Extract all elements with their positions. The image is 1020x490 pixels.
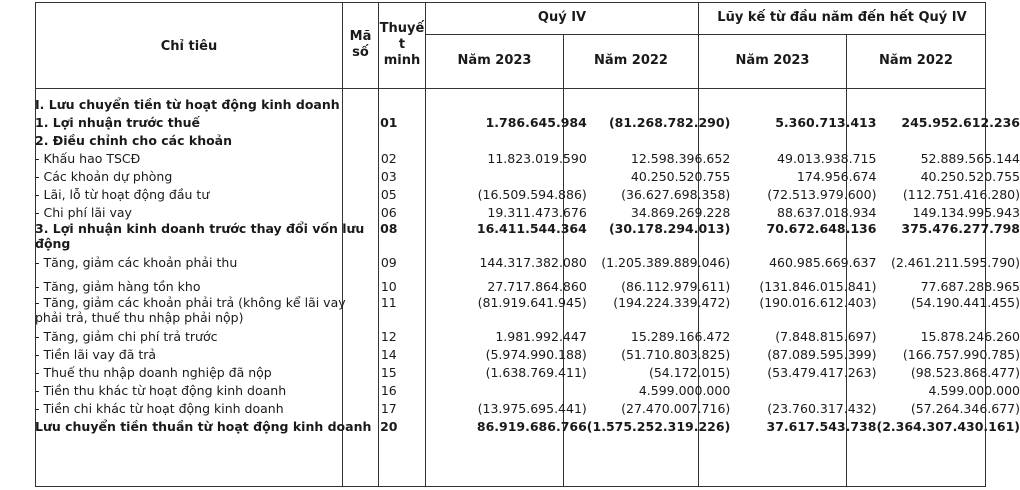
row-ytd-2022: (2.461.211.595.790) (890, 255, 1020, 270)
row-code: 05 (380, 187, 397, 202)
row-ytd-2022: (57.264.346.677) (910, 401, 1020, 416)
row-note (406, 95, 450, 113)
row-code: 01 (380, 115, 398, 130)
row-code (371, 131, 406, 149)
row-q4-2023: 11.823.019.590 (487, 151, 587, 166)
row-ytd-2022: 52.889.565.144 (920, 151, 1020, 166)
row-ytd-2023: (53.479.417.263) (767, 365, 877, 380)
row-q4-2023 (450, 95, 586, 113)
row-note (406, 399, 450, 417)
row-q4-2022: (1.205.389.889.046) (601, 255, 731, 270)
row-ytd-2023: (131.846.015.841) (759, 279, 877, 294)
row-ytd-2023: (190.016.612.403) (759, 295, 877, 310)
table-row (35, 399, 1020, 417)
row-ytd-2023: 37.617.543.738 (766, 419, 877, 434)
row-ytd-2022: 149.134.995.943 (912, 205, 1020, 220)
row-code: 08 (380, 221, 398, 236)
row-label: - Chi phí lãi vay (35, 205, 132, 220)
row-note (406, 271, 450, 295)
row-note (406, 253, 450, 271)
row-label: - Tiền lãi vay đã trả (35, 347, 157, 362)
row-q4-2023 (450, 131, 586, 149)
row-code: 12 (380, 329, 397, 344)
row-q4-2023 (450, 381, 586, 399)
row-code: 03 (380, 169, 397, 184)
table-row (35, 295, 1020, 327)
row-ytd-2023: (72.513.979.600) (767, 187, 877, 202)
row-code: 10 (380, 279, 397, 294)
row-q4-2022: (36.627.698.358) (621, 187, 731, 202)
row-label: - Tăng, giảm chi phí trả trước (35, 329, 218, 344)
row-code: 14 (380, 347, 397, 362)
row-label: - Tăng, giảm hàng tồn kho (35, 279, 201, 294)
header-ma-so: Mã số (349, 29, 372, 60)
row-note (406, 131, 450, 149)
row-ytd-2023 (730, 95, 876, 113)
row-q4-2022: 34.869.269.228 (630, 205, 731, 220)
row-label: - Các khoản dự phòng (35, 169, 173, 184)
table-row (35, 113, 1020, 131)
row-q4-2023: (13.975.695.441) (477, 401, 587, 416)
row-q4-2023: (1.638.769.411) (485, 365, 587, 380)
row-q4-2023: (5.974.990.188) (485, 347, 587, 362)
table-row (35, 149, 1020, 167)
table-bottom-border (35, 486, 985, 487)
row-label: 1. Lợi nhuận trước thuế (35, 115, 201, 130)
row-ytd-2022: (54.190.441.455) (910, 295, 1020, 310)
cash-flow-table (35, 95, 1020, 435)
row-note (406, 363, 450, 381)
row-q4-2022: (1.575.252.319.226) (586, 419, 731, 434)
row-note (406, 203, 450, 221)
row-ytd-2023: 49.013.938.715 (777, 151, 877, 166)
row-ytd-2022: 15.878.246.260 (920, 329, 1020, 344)
row-code: 17 (380, 401, 397, 416)
row-q4-2022: 12.598.396.652 (630, 151, 731, 166)
row-ytd-2023: 88.637.018.934 (777, 205, 877, 220)
row-q4-2023: 19.311.473.676 (487, 205, 587, 220)
row-ytd-2023: 174.956.674 (796, 169, 877, 184)
row-label: - Tiền thu khác từ hoạt động kinh doanh (35, 383, 287, 398)
row-label: - Thuế thu nhập doanh nghiệp đã nộp (35, 365, 272, 380)
row-q4-2023: (16.509.594.886) (477, 187, 587, 202)
row-q4-2022 (587, 131, 731, 149)
row-ytd-2022: 245.952.612.236 (901, 115, 1020, 130)
row-ytd-2022: (2.364.307.430.161) (876, 419, 1020, 434)
row-ytd-2023: (87.089.595.399) (767, 347, 877, 362)
header-bottom-border (35, 88, 985, 89)
row-ytd-2022 (876, 95, 1020, 113)
row-ytd-2023 (730, 381, 876, 399)
row-q4-2023: (81.919.641.945) (477, 295, 587, 310)
row-code: 02 (380, 151, 397, 166)
table-row (35, 253, 1020, 271)
row-note (406, 417, 450, 435)
header-thuyet-minh: Thuyết minh (379, 21, 425, 68)
table-row (35, 131, 1020, 149)
row-ytd-2022: 40.250.520.755 (920, 169, 1020, 184)
row-ytd-2023: (7.848.815.697) (775, 329, 877, 344)
row-code: 20 (380, 419, 398, 434)
row-note (406, 167, 450, 185)
table-row (35, 363, 1020, 381)
row-note (406, 221, 450, 253)
row-code: 06 (380, 205, 397, 220)
row-ytd-2023: (23.760.317.432) (767, 401, 877, 416)
row-ytd-2023 (730, 131, 876, 149)
header-q4-2023: Năm 2023 (457, 53, 532, 68)
row-q4-2023: 144.317.382.080 (479, 255, 587, 270)
row-ytd-2023: 460.985.669.637 (769, 255, 877, 270)
table-row (35, 271, 1020, 295)
row-label: - Lãi, lỗ từ hoạt động đầu tư (35, 187, 210, 202)
row-q4-2022: (51.710.803.825) (621, 347, 731, 362)
row-q4-2023: 16.411.544.364 (476, 221, 587, 236)
header-chi-tieu: Chỉ tiêu (160, 39, 218, 54)
row-label: - Tăng, giảm các khoản phải thu (35, 255, 238, 270)
row-ytd-2022: (98.523.868.477) (910, 365, 1020, 380)
table-row (35, 167, 1020, 185)
row-q4-2022: 40.250.520.755 (630, 169, 731, 184)
row-label: - Tiền chi khác từ hoạt động kinh doanh (35, 401, 284, 416)
row-q4-2023: 1.786.645.984 (485, 115, 587, 130)
header-ytd-2023: Năm 2023 (735, 53, 810, 68)
row-note (406, 185, 450, 203)
header-top-border (35, 2, 985, 3)
row-label: I. Lưu chuyển tiền từ hoạt động kinh doanh (35, 97, 340, 112)
row-q4-2023 (450, 167, 586, 185)
row-ytd-2023: 5.360.713.413 (775, 115, 877, 130)
row-code: 11 (380, 295, 397, 310)
row-q4-2023: 86.919.686.766 (476, 419, 587, 434)
row-label: 2. Điều chỉnh cho các khoản (35, 133, 233, 148)
row-ytd-2022: (166.757.990.785) (902, 347, 1020, 362)
row-note (406, 345, 450, 363)
row-code: 09 (380, 255, 397, 270)
row-ytd-2022: 4.599.000.000 (928, 383, 1020, 398)
row-q4-2022: (27.470.007.716) (621, 401, 731, 416)
row-q4-2022: 15.289.166.472 (630, 329, 731, 344)
row-ytd-2022: (112.751.416.280) (902, 187, 1020, 202)
row-note (406, 113, 450, 131)
row-q4-2023: 1.981.992.447 (495, 329, 587, 344)
row-note (406, 327, 450, 345)
header-mid-border (425, 34, 985, 35)
row-q4-2022: (54.172.015) (648, 365, 731, 380)
row-note (406, 149, 450, 167)
row-ytd-2022: 375.476.277.798 (901, 221, 1020, 236)
table-row (35, 221, 1020, 253)
table-row (35, 95, 1020, 113)
header-ytd-2022: Năm 2022 (879, 53, 953, 68)
table-row (35, 345, 1020, 363)
row-q4-2022: 4.599.000.000 (638, 383, 731, 398)
row-label: 3. Lợi nhuận kinh doanh trước thay đổi vốn lưu động (35, 221, 365, 251)
table-row (35, 417, 1020, 435)
row-q4-2022 (587, 95, 731, 113)
table-row (35, 185, 1020, 203)
row-q4-2022: (81.268.782.290) (608, 115, 731, 130)
row-q4-2022: (30.178.294.013) (608, 221, 731, 236)
row-ytd-2022 (876, 131, 1020, 149)
row-ytd-2022: 77.687.288.965 (920, 279, 1020, 294)
row-q4-2022: (86.112.979.611) (621, 279, 731, 294)
table-row (35, 327, 1020, 345)
row-q4-2022: (194.224.339.472) (613, 295, 731, 310)
row-q4-2023: 27.717.864.860 (487, 279, 587, 294)
header-luy-ke: Lũy kế từ đầu năm đến hết Quý IV (717, 10, 967, 25)
header-q4-2022: Năm 2022 (594, 53, 668, 68)
row-ytd-2023: 70.672.648.136 (766, 221, 877, 236)
row-code (371, 95, 406, 113)
table-row (35, 381, 1020, 399)
header-quy-iv: Quý IV (537, 10, 587, 25)
row-code: 16 (380, 383, 397, 398)
table-row (35, 203, 1020, 221)
row-code: 15 (380, 365, 397, 380)
row-label: - Khấu hao TSCĐ (35, 151, 141, 166)
row-note (406, 295, 450, 327)
row-note (406, 381, 450, 399)
row-label: - Tăng, giảm các khoản phải trả (không kể lãi vay phải trả, thuế thu nhập phải nộp) (35, 295, 346, 325)
row-label: Lưu chuyển tiền thuần từ hoạt động kinh doanh (35, 419, 372, 434)
